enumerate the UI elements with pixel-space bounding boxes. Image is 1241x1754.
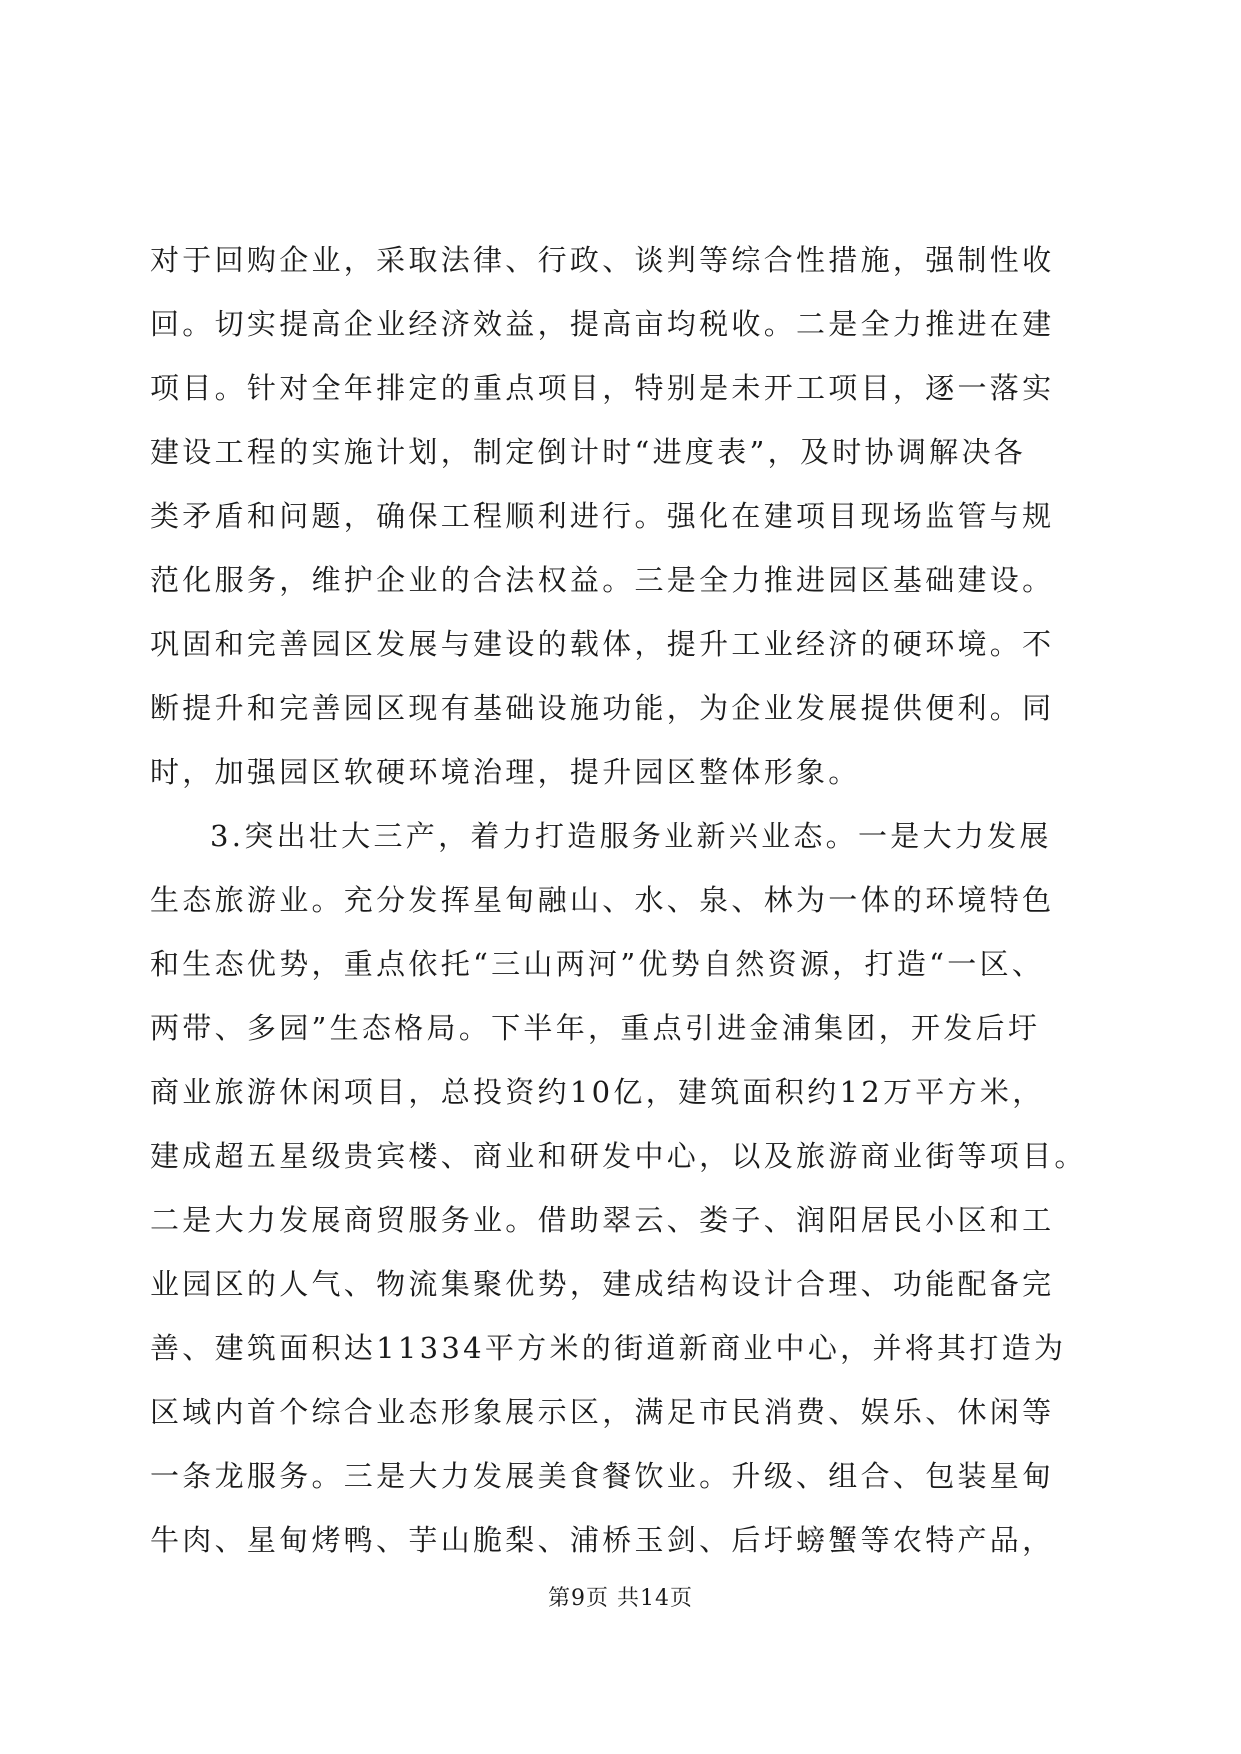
text-line: 断提升和完善园区现有基础设施功能，为企业发展提供便利。同: [150, 691, 1055, 725]
text-line: 项目。针对全年排定的重点项目，特别是未开工项目，逐一落实: [150, 371, 1055, 405]
text-line: 商业旅游休闲项目，总投资约10亿，建筑面积约12万平方米，: [150, 1075, 1045, 1109]
page-number-footer: 第9页 共14页: [548, 1586, 693, 1611]
text-line: 类矛盾和问题，确保工程顺利进行。强化在建项目现场监管与规: [150, 499, 1055, 533]
paragraph-start-line: 3.突出壮大三产，着力打造服务业新兴业态。一是大力发展: [210, 819, 1052, 853]
text-line: 区域内首个综合业态形象展示区，满足市民消费、娱乐、休闲等: [150, 1395, 1055, 1429]
text-line: 业园区的人气、物流集聚优势，建成结构设计合理、功能配备完: [150, 1267, 1055, 1301]
text-line: 二是大力发展商贸服务业。借助翠云、娄子、润阳居民小区和工: [150, 1203, 1055, 1237]
text-line: 善、建筑面积达11334平方米的街道新商业中心，并将其打造为: [150, 1331, 1067, 1365]
text-line: 牛肉、星甸烤鸭、芋山脆梨、浦桥玉剑、后圩螃蟹等农特产品，: [150, 1523, 1055, 1557]
text-line: 巩固和完善园区发展与建设的载体，提升工业经济的硬环境。不: [150, 627, 1055, 661]
text-line: 回。切实提高企业经济效益，提高亩均税收。二是全力推进在建: [150, 307, 1055, 341]
text-line: 和生态优势，重点依托“三山两河”优势自然资源，打造“一区、: [150, 947, 1045, 981]
text-line: 对于回购企业，采取法律、行政、谈判等综合性措施，强制性收: [150, 243, 1055, 277]
text-line: 生态旅游业。充分发挥星甸融山、水、泉、林为一体的环境特色: [150, 883, 1055, 917]
text-line: 一条龙服务。三是大力发展美食餐饮业。升级、组合、包装星甸: [150, 1459, 1055, 1493]
text-line: 建设工程的实施计划，制定倒计时“进度表”，及时协调解决各: [150, 435, 1027, 469]
text-line: 时，加强园区软硬环境治理，提升园区整体形象。: [150, 755, 861, 789]
text-line: 范化服务，维护企业的合法权益。三是全力推进园区基础建设。: [150, 563, 1055, 597]
body-text: [150, 228, 1090, 1572]
text-line: 建成超五星级贵宾楼、商业和研发中心，以及旅游商业街等项目。: [150, 1139, 1087, 1173]
text-line: 两带、多园”生态格局。下半年，重点引进金浦集团，开发后圩: [150, 1011, 1041, 1045]
